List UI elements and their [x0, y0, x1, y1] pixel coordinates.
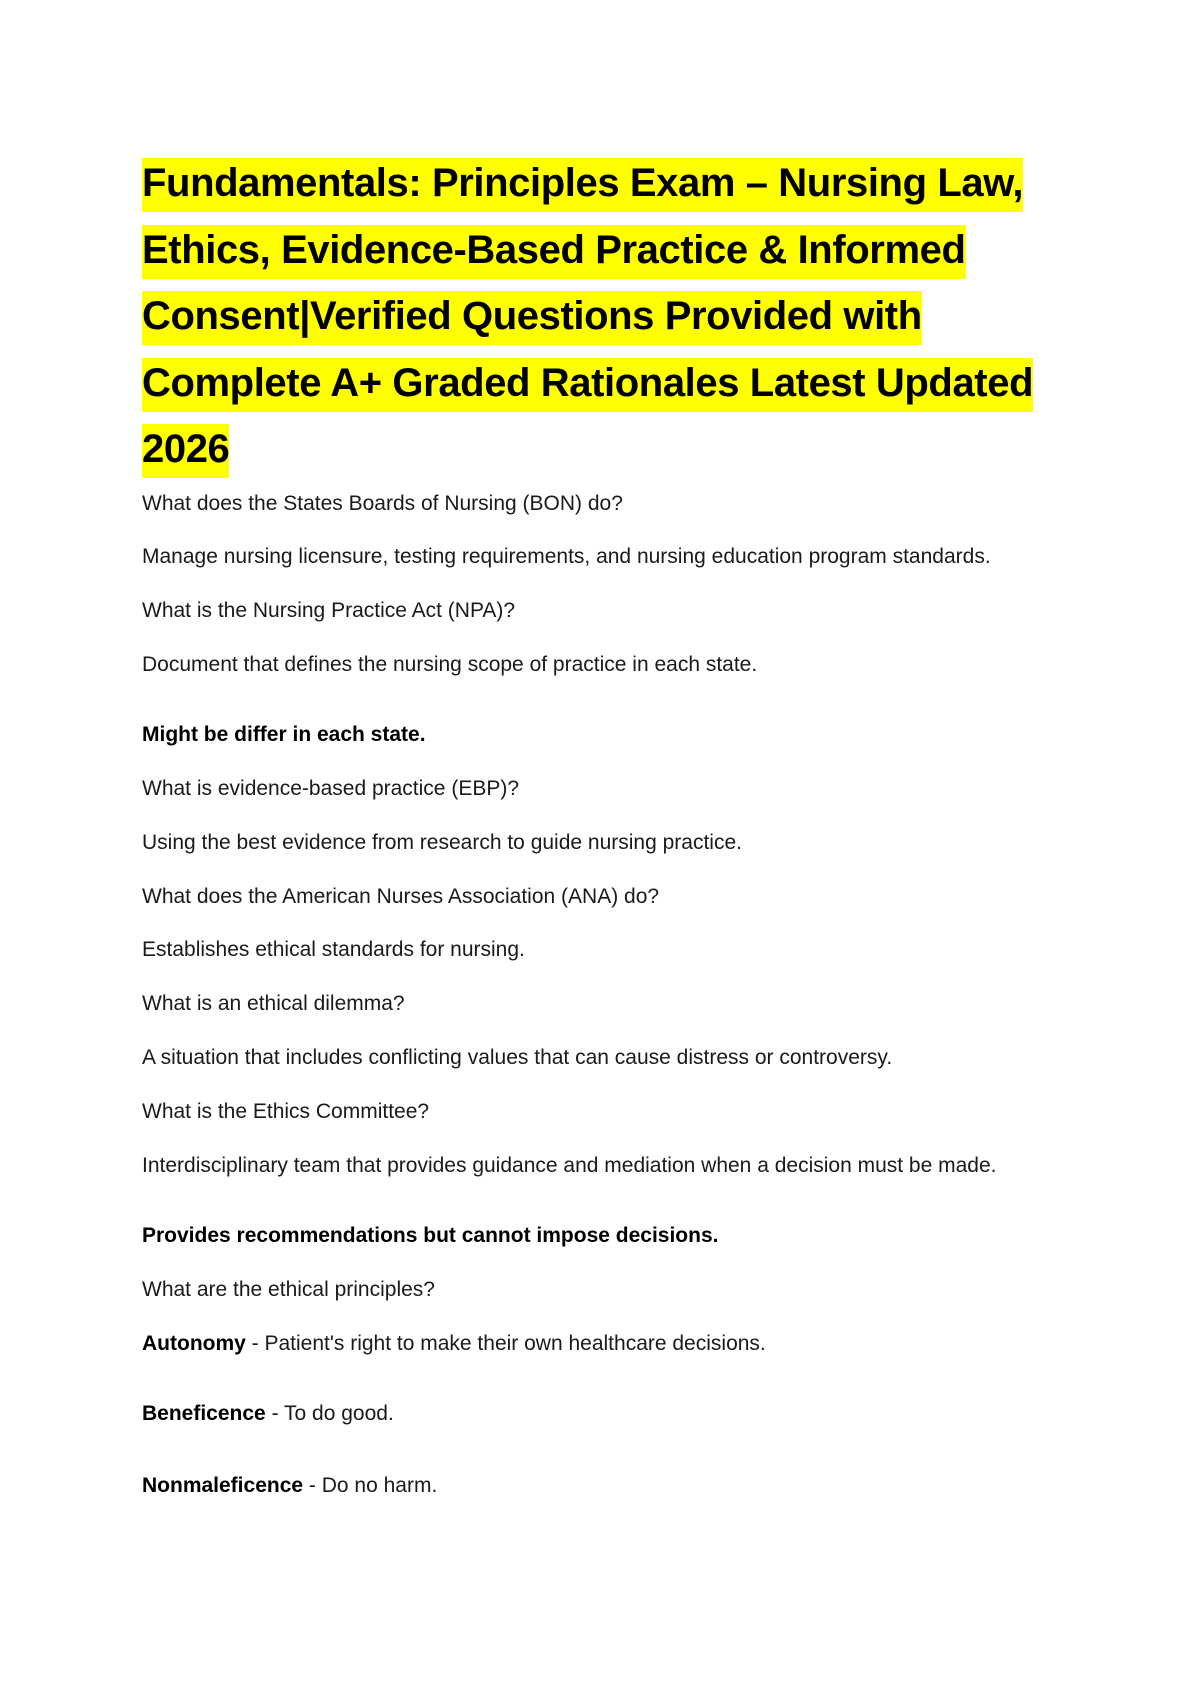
question-ethical-principles: What are the ethical principles? [142, 1277, 435, 1301]
principle-definition: - To do good. [265, 1401, 394, 1425]
qa-list [142, 489, 1062, 1501]
question-ethics-committee: What is the Ethics Committee? [142, 1099, 430, 1123]
principle-autonomy [142, 1329, 1062, 1359]
answer-ana: Establishes ethical standards for nursing. [142, 937, 525, 961]
answer-ethical-dilemma: A situation that includes conflicting values that can cause distress or controversy. [142, 1045, 893, 1069]
principle-term: Beneficence [142, 1401, 266, 1425]
question-npa: What is the Nursing Practice Act (NPA)? [142, 598, 516, 622]
principle-definition: - Patient's right to make their own healthcare decisions. [245, 1331, 766, 1355]
note-ethics-committee: Provides recommendations but cannot impose decisions. [142, 1223, 719, 1247]
principle-term: Nonmaleficence [142, 1473, 304, 1497]
document-title [142, 150, 1062, 483]
question-bon: What does the States Boards of Nursing (BON) do? [142, 491, 623, 515]
answer-ethics-committee: Interdisciplinary team that provides guidance and mediation when a decision must be made. [142, 1153, 997, 1177]
question-ana: What does the American Nurses Association (ANA) do? [142, 884, 660, 908]
document-content [142, 150, 1062, 1501]
answer-bon: Manage nursing licensure, testing requirements, and nursing education program standards. [142, 544, 991, 568]
question-ebp: What is evidence-based practice (EBP)? [142, 776, 520, 800]
document-title-text: Fundamentals: Principles Exam – Nursing Law, Ethics, Evidence-Based Practice & Informed Consent|Verified Questions Provided with Complete A+ Graded Rationales Latest Updated 2026 [142, 158, 1033, 478]
principle-term: Autonomy [142, 1331, 246, 1355]
answer-ebp: Using the best evidence from research to guide nursing practice. [142, 830, 742, 854]
principle-nonmaleficence [142, 1471, 1062, 1501]
principle-definition: - Do no harm. [303, 1473, 438, 1497]
principle-beneficence [142, 1399, 1062, 1429]
answer-npa: Document that defines the nursing scope of practice in each state. [142, 652, 758, 676]
question-ethical-dilemma: What is an ethical dilemma? [142, 991, 405, 1015]
note-npa: Might be differ in each state. [142, 722, 426, 746]
